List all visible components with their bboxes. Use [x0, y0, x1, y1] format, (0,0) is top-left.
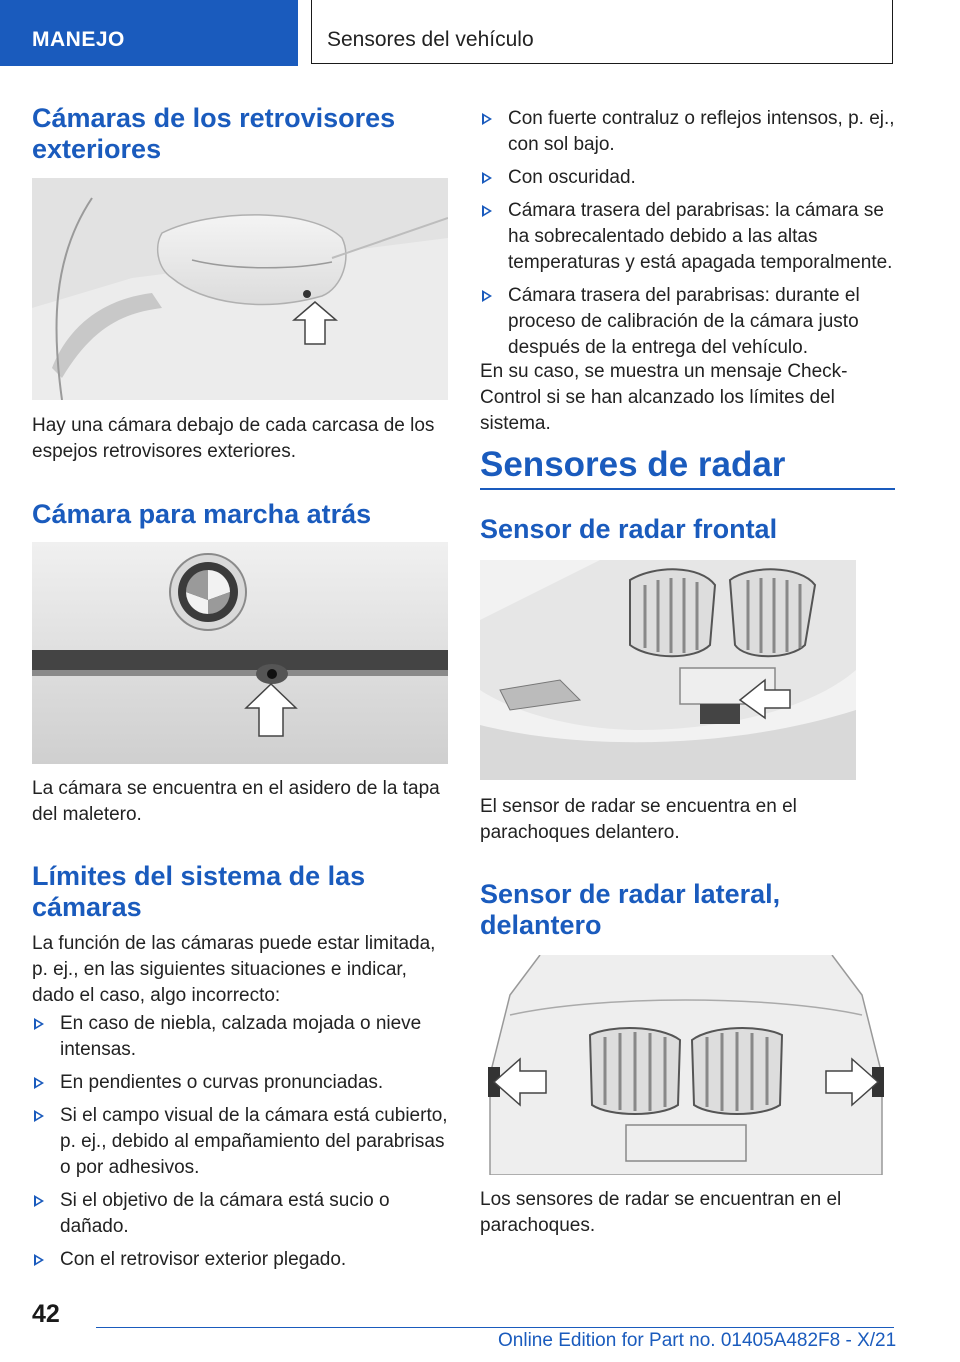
text-front-radar: El sensor de radar se encuentra en el parachoques delantero. [480, 796, 797, 843]
bullet-triangle-icon [34, 1018, 44, 1030]
edition-footer: Online Edition for Part no. 01405A482F8 - X/21 [498, 1330, 897, 1351]
front-radar-illustration [480, 560, 856, 780]
section-label: MANEJO [32, 28, 125, 51]
list-item: Si el campo visual de la cámara está cubierto, p. ej., debido al empañamiento del parabrisas o por adhesivos. [32, 1103, 448, 1181]
bullet-triangle-icon [34, 1110, 44, 1122]
heading-lateral-radar: Sensor de radar lateral, delantero [480, 879, 781, 940]
list-item: Cámara trasera del parabrisas: durante el proceso de calibración de la cámara justo después de la entrega del vehículo. [480, 283, 896, 361]
list-item: En pendientes o curvas pronunciadas. [32, 1070, 448, 1096]
heading-camera-limits: Límites del sistema de las cámaras [32, 861, 366, 922]
section-tab [0, 0, 298, 66]
bullet-triangle-icon [34, 1195, 44, 1207]
bullet-triangle-icon [482, 290, 492, 302]
heading-radar-sensors: Sensores de radar [480, 445, 786, 484]
footer-rule [96, 1327, 894, 1328]
bullet-triangle-icon [34, 1254, 44, 1266]
list-item: Con oscuridad. [480, 165, 896, 191]
text-rear-camera: La cámara se encuentra en el asidero de la tapa del maletero. [32, 778, 440, 825]
heading-underline [480, 488, 895, 490]
bullet-triangle-icon [482, 113, 492, 125]
text-camera-limits: La función de las cámaras puede estar limitada, p. ej., en las siguientes situaciones e indicar, dado el caso, algo incorrecto: [32, 933, 436, 1006]
list-item: Con fuerte contraluz o reflejos intensos, p. ej., con sol bajo. [480, 106, 896, 158]
bullet-triangle-icon [482, 205, 492, 217]
chapter-title: Sensores del vehículo [327, 28, 534, 51]
rear-camera-illustration [32, 542, 448, 764]
page-number: 42 [32, 1300, 60, 1328]
chapter-header [311, 0, 893, 64]
list-item: En caso de niebla, calzada mojada o nieve intensas. [32, 1011, 448, 1063]
bullet-triangle-icon [34, 1077, 44, 1089]
heading-rear-camera: Cámara para marcha atrás [32, 499, 372, 529]
list-item: Cámara trasera del parabrisas: la cámara se ha sobrecalentado debido a las altas temperaturas y está apagada temporalmente. [480, 198, 896, 276]
lateral-radar-illustration [480, 955, 892, 1175]
text-check-control: En su caso, se muestra un mensaje Check-Control si se han alcanzado los límites del sistema. [480, 361, 848, 434]
list-item: Si el objetivo de la cámara está sucio o dañado. [32, 1188, 448, 1240]
text-mirror-cameras: Hay una cámara debajo de cada carcasa de los espejos retrovisores exteriores. [32, 415, 435, 462]
mirror-camera-illustration [32, 178, 448, 400]
heading-mirror-cameras: Cámaras de los retrovisores exteriores [32, 103, 396, 164]
limits-list [32, 1011, 448, 1280]
limits-list-continued [480, 106, 896, 368]
heading-front-radar: Sensor de radar frontal [480, 514, 778, 544]
text-lateral-radar: Los sensores de radar se encuentran en el parachoques. [480, 1189, 842, 1236]
bullet-triangle-icon [482, 172, 492, 184]
list-item: Con el retrovisor exterior plegado. [32, 1247, 448, 1273]
